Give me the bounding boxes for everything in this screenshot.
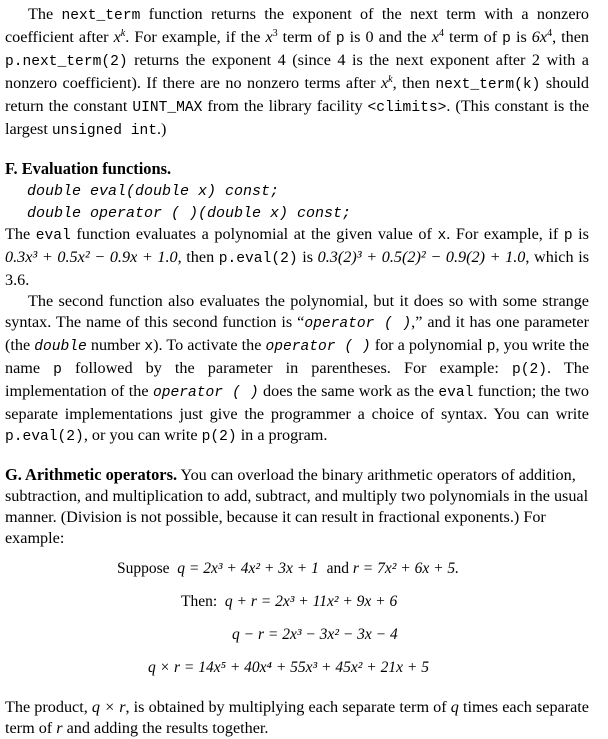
math-r: r <box>56 719 63 737</box>
text: followed by the parameter in parentheses. For example: <box>61 359 512 377</box>
code-double: double <box>34 339 87 355</box>
text: is 0 and the <box>344 28 432 46</box>
equation-difference <box>232 625 398 645</box>
text: ,” and it has one parameter (the <box>5 313 590 354</box>
code-eval-call: p.eval(2) <box>5 429 84 445</box>
code-p: p <box>502 31 511 47</box>
equation-sum <box>181 592 397 612</box>
text: , or you can write <box>83 426 202 444</box>
text: . For example, if <box>446 225 564 243</box>
section-f-heading: F. Evaluation functions. <box>5 159 172 178</box>
code-operator: operator ( ) <box>265 339 371 355</box>
code-eval: eval <box>438 385 474 401</box>
code-eval-call: p.eval(2) <box>218 251 298 267</box>
code-x: x <box>437 228 447 244</box>
code-eval: eval <box>35 228 71 244</box>
text: . (This constant is the largest <box>5 97 590 138</box>
math-6x: 6x <box>531 28 548 46</box>
text: The <box>5 225 36 243</box>
text: . The implementation of the <box>5 359 590 400</box>
product-symbol-expression: q × r <box>91 698 126 716</box>
text: , is obtained by multiplying each separate term of <box>125 698 451 716</box>
section-g-closing <box>5 697 589 739</box>
code-p: p <box>53 362 62 378</box>
evaluation-expression: 0.3(2)³ + 0.5(2)² − 0.9(2) + 1.0 <box>317 248 526 266</box>
code-climits: <climits> <box>367 100 447 116</box>
text: times each separate term of <box>5 698 589 737</box>
then-label: Then: <box>181 593 218 610</box>
section-g-heading: G. Arithmetic operators. <box>5 465 178 484</box>
difference-expression: q − r = 2x³ − 3x² − 3x − 4 <box>232 626 398 643</box>
text: from the library facility <box>202 97 368 115</box>
code-operator: operator ( ) <box>304 316 412 332</box>
document-page <box>5 4 589 739</box>
sup-3: 3 <box>272 28 278 39</box>
and-label: and <box>326 560 349 577</box>
text: You can overload the binary arithmetic operators of addition, subtraction, and multiplication to add, subtract, and multiply two polynomials in the usual manner. (Division is not possible, because it can result in fractional exponents.) For example: <box>5 466 589 547</box>
math-x: x <box>431 28 439 46</box>
intro-paragraph <box>5 4 589 142</box>
text: function evaluates a polynomial at the given value of <box>70 225 438 243</box>
code-x: x <box>144 339 154 355</box>
text: is <box>510 28 532 46</box>
math-x: x <box>265 28 273 46</box>
text: and adding the results together. <box>62 719 269 737</box>
text: is <box>572 225 589 243</box>
equation-suppose <box>117 559 459 579</box>
sup-k: k <box>120 28 126 39</box>
code-p-call: p(2) <box>201 429 237 445</box>
code-line-eval: double eval(double x) const; <box>27 183 280 200</box>
text: , then <box>392 74 436 92</box>
code-p: p <box>563 228 573 244</box>
q-definition: q = 2x³ + 4x² + 3x + 1 <box>177 560 319 577</box>
text: The second function also evaluates the polynomial, but it does so with some strange syntax. The name of this second function is “ <box>5 292 589 331</box>
sup-4: 4 <box>547 28 553 39</box>
polynomial-expression: 0.3x³ + 0.5x² − 0.9x + 1.0 <box>5 248 178 266</box>
text: , which is 3.6. <box>5 248 589 289</box>
code-p: p <box>486 339 496 355</box>
text: , you write the name <box>5 336 590 377</box>
code-unsigned-int: unsigned int <box>51 123 157 139</box>
sup-k: k <box>388 74 393 85</box>
section-f <box>5 158 589 224</box>
text: is <box>297 248 318 266</box>
text: The product, <box>5 698 92 716</box>
text: in a program. <box>236 426 328 444</box>
equations-block <box>5 559 589 681</box>
text: for a polynomial <box>370 336 487 354</box>
equation-product <box>148 658 429 678</box>
r-definition: r = 7x² + 6x + 5. <box>352 560 460 577</box>
math-x: x <box>113 28 121 46</box>
text: , then <box>177 248 219 266</box>
text: function; the two separate implementations just give the programmer a choice of syntax. You can write <box>5 382 590 423</box>
text: does the same work as the <box>258 382 439 400</box>
text: should return the constant <box>5 74 589 115</box>
text: number <box>86 336 145 354</box>
code-line-operator: double operator ( )(double x) const; <box>27 205 352 222</box>
math-x: x <box>380 74 389 92</box>
text: ). To activate the <box>153 336 266 354</box>
suppose-label: Suppose <box>117 560 170 577</box>
text: term of <box>443 28 503 46</box>
text: returns the exponent 4 (since 4 is the next exponent after 2 with a nonzero coefficient). If there are no nonzero terms after <box>5 51 589 92</box>
text: .) <box>157 120 167 138</box>
code-p-call: p(2) <box>511 362 547 378</box>
sum-expression: q + r = 2x³ + 11x² + 9x + 6 <box>224 593 398 610</box>
code-next-term: next_term <box>61 8 141 24</box>
code-uint-max: UINT_MAX <box>132 100 203 116</box>
product-expression: q × r = 14x⁵ + 40x⁴ + 55x³ + 45x² + 21x + 5 <box>148 659 429 676</box>
text: term of <box>277 28 336 46</box>
text: . For example, if the <box>125 28 266 46</box>
code-next-term-k: next_term(k) <box>435 77 541 93</box>
sup-4: 4 <box>438 28 444 39</box>
text: The <box>28 5 62 23</box>
section-f-paragraph-1 <box>5 224 589 291</box>
math-q: q <box>450 698 459 716</box>
text: , then <box>552 28 589 46</box>
code-next-term-call: p.next_term(2) <box>5 54 128 70</box>
code-operator: operator ( ) <box>152 385 259 401</box>
code-p: p <box>335 31 345 47</box>
section-f-paragraph-2 <box>5 291 589 448</box>
text: function returns the exponent of the next term with a nonzero coefficient after <box>5 5 589 46</box>
